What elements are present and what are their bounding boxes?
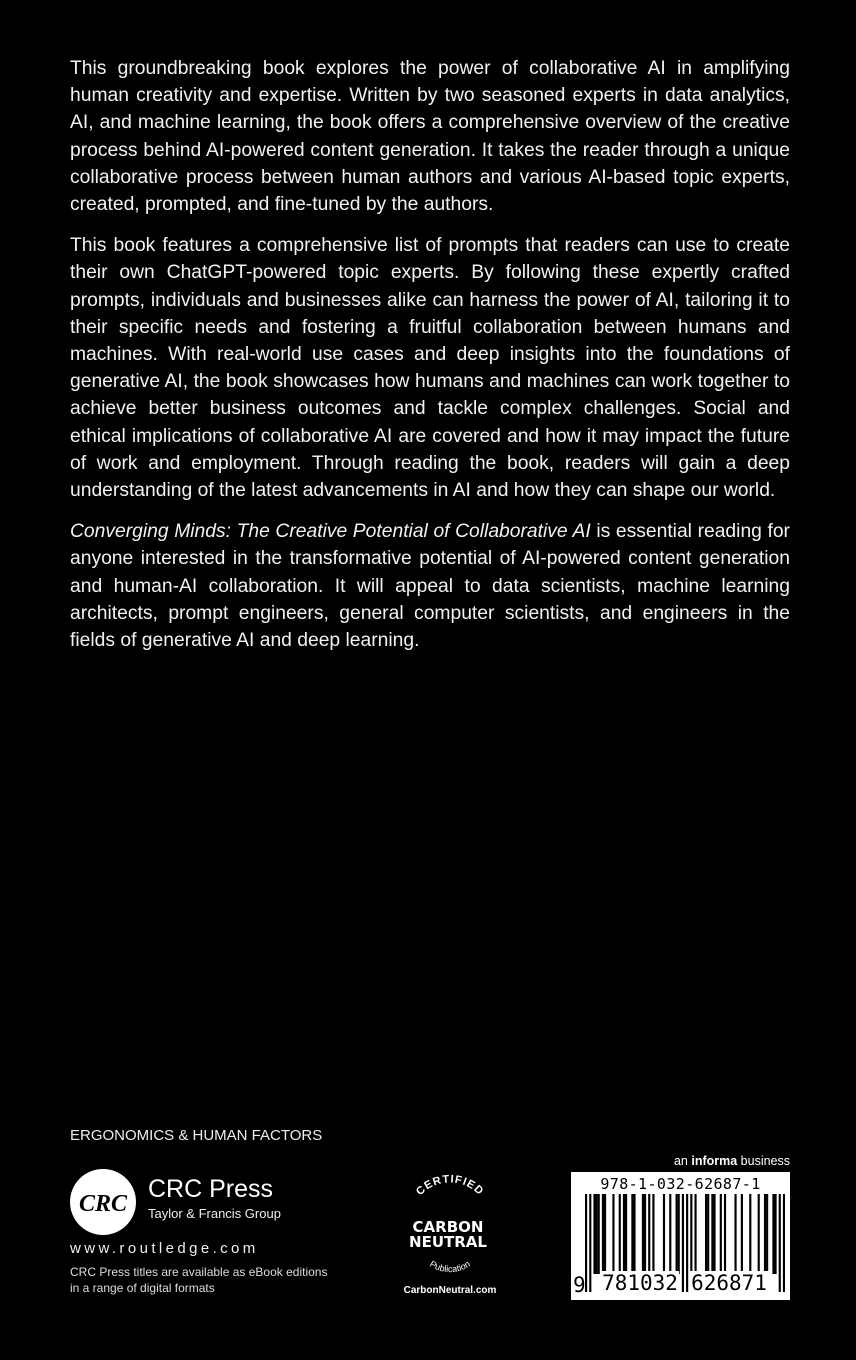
barcode-bar: [682, 1194, 684, 1292]
barcode-bar: [669, 1194, 671, 1274]
barcode-bar: [598, 1194, 600, 1274]
barcode-bar: [631, 1194, 633, 1274]
isbn-barcode: [571, 1172, 790, 1300]
ebook-note-line-2: in a range of digital formats: [70, 1281, 215, 1295]
barcode-bar: [678, 1194, 680, 1274]
barcode-bar: [764, 1194, 766, 1274]
carbon-neutral-seal: [390, 1170, 510, 1300]
barcode-bar: [602, 1194, 604, 1274]
barcode-bar: [774, 1194, 776, 1274]
barcode-bar: [766, 1194, 768, 1274]
barcode-left-digits: 781032: [601, 1271, 679, 1298]
publisher-name: CRC Press: [148, 1175, 274, 1203]
barcode-bar: [724, 1194, 726, 1274]
barcode-bar: [644, 1194, 646, 1274]
subject-category: ERGONOMICS & HUMAN FACTORS: [70, 1127, 323, 1144]
barcode-bar: [690, 1194, 692, 1274]
publisher-group: Taylor & Francis Group: [148, 1206, 281, 1221]
barcode-bar: [741, 1194, 743, 1274]
blurb-paragraph-3-text: is essential reading for anyone interested in the transformative potential of AI-powered content generation and human-AI collaboration. It will appeal to data scientists, machine learning architects, prompt engineers, general computer scientists, and engineers in the fields of generative AI and deep learning.: [70, 521, 790, 652]
carbon-certified-text: CERTIFIED: [413, 1173, 487, 1198]
crc-press-logo: [69, 1168, 137, 1236]
barcode-bar: [711, 1194, 713, 1274]
svg-text:Publication: [428, 1259, 472, 1274]
barcode-bar: [596, 1194, 598, 1274]
barcode-bar: [783, 1194, 785, 1292]
barcode-bar: [612, 1194, 614, 1274]
ebook-note-line-1: CRC Press titles are available as eBook editions: [70, 1265, 328, 1279]
barcode-bar: [749, 1194, 751, 1274]
barcode-bar: [663, 1194, 665, 1274]
barcode-bar: [589, 1194, 591, 1292]
barcode-bar: [734, 1194, 736, 1274]
barcode-first-digit: 9: [573, 1273, 586, 1297]
informa-suffix: business: [737, 1154, 790, 1168]
barcode-bar: [779, 1194, 781, 1292]
barcode-bar: [648, 1194, 650, 1274]
barcode-bar: [642, 1194, 644, 1274]
barcode-bar: [686, 1194, 688, 1292]
barcode-bar: [705, 1194, 707, 1274]
informa-bold: informa: [691, 1154, 738, 1168]
barcode-bar: [619, 1194, 621, 1274]
barcode-bar: [694, 1194, 696, 1274]
ebook-availability-note: [70, 1264, 327, 1296]
crc-logo-text: CRC: [78, 1191, 128, 1217]
barcode-bar: [633, 1194, 635, 1274]
barcode-bar: [720, 1194, 722, 1274]
barcode-bar: [707, 1194, 709, 1274]
barcode-bar: [625, 1194, 627, 1274]
barcode-bar: [604, 1194, 606, 1274]
blurb-paragraph-3: [70, 518, 790, 654]
isbn-number: 978-1-032-62687-1: [600, 1175, 761, 1193]
barcode-right-digits: 626871: [689, 1271, 769, 1298]
neutral-text: NEUTRAL: [409, 1233, 487, 1251]
carbon-text: CARBON: [412, 1218, 484, 1236]
back-cover-blurb: [70, 55, 790, 668]
publisher-website: www.routledge.com: [70, 1240, 259, 1257]
barcode-bar: [713, 1194, 715, 1274]
barcode-bar: [676, 1194, 678, 1274]
barcode-bar: [652, 1194, 654, 1274]
blurb-paragraph-2: This book features a comprehensive list of prompts that readers can use to create their own ChatGPT-powered topic experts. By following these expertly crafted prompts, individuals and businesses alike can harness the power of AI, tailoring it to their specific needs and fostering a fruitful collaboration between humans and machines. With real-world use cases and deep insights into the foundations of generative AI, the book showcases how humans and machines can work together to achieve better business outcomes and tackle complex challenges. Social and ethical implications of collaborative AI are covered and how it may impact the future of work and employment. Through reading the book, readers will gain a deep understanding of the latest advancements in AI and how they can shape our world.: [70, 235, 790, 502]
carbon-publication-text: Publication: [428, 1258, 472, 1275]
svg-text:CERTIFIED: [414, 1173, 486, 1198]
barcode-bar: [758, 1194, 760, 1274]
carbon-neutral-site: CarbonNeutral.com: [403, 1285, 497, 1296]
barcode-bar: [623, 1194, 625, 1274]
blurb-paragraph-1: This groundbreaking book explores the power of collaborative AI in amplifying human creativity and expertise. Written by two seasoned experts in data analytics, AI, and machine learning, the book offers a comprehensive overview of the creative process behind AI-powered content generation. It takes the reader through a unique collaborative process between human authors and various AI-based topic experts, created, prompted, and fine-tuned by the authors.: [70, 58, 790, 216]
barcode-bar: [772, 1194, 774, 1274]
barcode-bar: [593, 1194, 595, 1274]
informa-prefix: an: [673, 1154, 692, 1168]
book-title: Converging Minds: The Creative Potential of Collaborative AI: [70, 521, 591, 543]
informa-business-tagline: [674, 1154, 790, 1168]
